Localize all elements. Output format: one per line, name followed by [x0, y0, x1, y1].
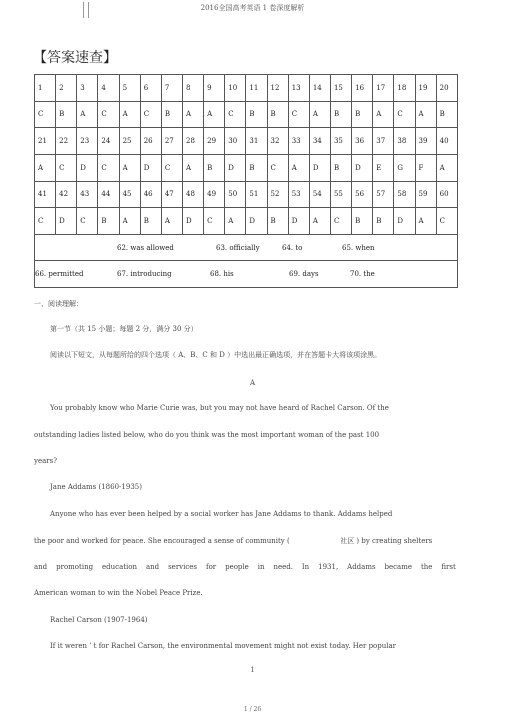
- answer-cell: 18: [394, 75, 415, 102]
- paragraph-word: people: [225, 563, 249, 571]
- answer-cell: 30: [225, 128, 246, 155]
- answer-cell: B: [204, 154, 225, 181]
- answer-cell: 48: [182, 181, 203, 208]
- answer-cell: 23: [77, 128, 98, 155]
- answer-cell: B: [140, 208, 161, 235]
- answer-cell: 40: [436, 128, 457, 155]
- answer-cell: 59: [415, 181, 436, 208]
- answer-cell: 57: [373, 181, 394, 208]
- paragraph-word: 1931,: [318, 563, 339, 571]
- paragraph-line: outstanding ladies listed below, who do you think was the most important woman of the past 100: [34, 431, 380, 439]
- answer-cell: 53: [288, 181, 309, 208]
- answer-cell: D: [246, 208, 267, 235]
- answer-cell: B: [352, 101, 373, 128]
- answer-cell: C: [35, 208, 56, 235]
- fill-answer: 63. officially: [216, 243, 260, 252]
- fill-answer: 65. when: [342, 243, 375, 252]
- page-footer: 1 / 26: [243, 706, 262, 713]
- answer-cell: A: [182, 154, 203, 181]
- answer-cell: 34: [309, 128, 330, 155]
- answer-cell: A: [119, 154, 140, 181]
- answer-cell: 49: [204, 181, 225, 208]
- answer-table-row: [35, 181, 458, 208]
- fill-answer: 62. was allowed: [117, 243, 174, 252]
- answer-cell: 19: [415, 75, 436, 102]
- answer-cell: A: [309, 208, 330, 235]
- paragraph-text: 社区 ) by creating shelters: [340, 537, 433, 545]
- answer-cell: C: [394, 101, 415, 128]
- answer-cell: 58: [394, 181, 415, 208]
- answer-cell: C: [56, 154, 77, 181]
- answer-cell: 15: [330, 75, 351, 102]
- answer-cell: A: [182, 101, 203, 128]
- fill-answer-row: [35, 261, 458, 288]
- answer-cell: E: [373, 154, 394, 181]
- answer-cell: 6: [140, 75, 161, 102]
- paragraph-word: in: [257, 563, 265, 571]
- paragraph-line: If it weren ’ t for Rachel Carson, the environmental movement might not exist today. Her popular: [50, 642, 397, 650]
- paragraph-word: became: [384, 563, 413, 571]
- answer-cell: C: [267, 154, 288, 181]
- answer-cell: C: [98, 101, 119, 128]
- answer-cell: B: [161, 101, 182, 128]
- answer-cell: B: [267, 208, 288, 235]
- answer-cell: 14: [309, 75, 330, 102]
- answer-cell: D: [140, 154, 161, 181]
- answer-cell: 9: [204, 75, 225, 102]
- paragraph-word: promoting: [56, 563, 94, 571]
- answer-cell: C: [35, 101, 56, 128]
- answer-cell: 45: [119, 181, 140, 208]
- paragraph-line: [34, 536, 432, 546]
- answer-cell: 11: [246, 75, 267, 102]
- answer-cell: A: [119, 208, 140, 235]
- answer-cell: 22: [56, 128, 77, 155]
- answer-cell: 38: [394, 128, 415, 155]
- answer-cell: 24: [98, 128, 119, 155]
- answer-cell: B: [373, 208, 394, 235]
- paragraph-line: You probably know who Marie Curie was, but you may not have heard of Rachel Carson. Of the: [50, 404, 389, 412]
- answer-cell: B: [98, 208, 119, 235]
- page-number: 1: [250, 666, 255, 674]
- passage-label: A: [249, 379, 256, 387]
- paragraph-word: first: [441, 563, 456, 571]
- answer-cell: D: [225, 154, 246, 181]
- answer-cell: A: [288, 154, 309, 181]
- answer-cell: B: [330, 101, 351, 128]
- answer-cell: 4: [98, 75, 119, 102]
- answer-cell: D: [288, 208, 309, 235]
- answer-cell: A: [35, 154, 56, 181]
- answer-cell: 32: [267, 128, 288, 155]
- fill-answer: 67. introducing: [117, 270, 172, 279]
- answer-cell: A: [225, 208, 246, 235]
- answer-cell: A: [415, 208, 436, 235]
- answer-cell: C: [204, 208, 225, 235]
- answer-cell: 13: [288, 75, 309, 102]
- answer-cell: A: [436, 154, 457, 181]
- section-note: 第一节（共 15 小题；每题 2 分，满分 30 分）: [50, 325, 198, 333]
- answer-table-row: [35, 154, 458, 181]
- person-heading: Rachel Carson (1907-1964): [50, 616, 148, 624]
- paragraph-line: years?: [34, 457, 57, 465]
- answer-cell: 41: [35, 181, 56, 208]
- answer-cell: C: [288, 101, 309, 128]
- answer-cell: B: [246, 101, 267, 128]
- answer-cell: B: [267, 101, 288, 128]
- answer-cell: 39: [415, 128, 436, 155]
- answer-cell: 46: [140, 181, 161, 208]
- answer-table-row: [35, 75, 458, 102]
- answer-cell: 1: [35, 75, 56, 102]
- paragraph-word: services: [168, 563, 198, 571]
- answer-cell: 35: [330, 128, 351, 155]
- paragraph-word: education: [102, 563, 138, 571]
- answer-cell: C: [330, 208, 351, 235]
- answer-cell: A: [119, 101, 140, 128]
- answer-cell: 2: [56, 75, 77, 102]
- answer-cell: B: [352, 208, 373, 235]
- answer-cell: 25: [119, 128, 140, 155]
- answer-table-row: [35, 208, 458, 235]
- paragraph-word: Addams: [347, 563, 376, 571]
- fill-answer: 64. to: [282, 243, 303, 252]
- person-heading: Jane Addams (1860-1935): [50, 483, 142, 491]
- answer-cell: 16: [352, 75, 373, 102]
- answer-cell: 31: [246, 128, 267, 155]
- answer-cell: 27: [161, 128, 182, 155]
- paragraph-line: Anyone who has ever been helped by a social worker has Jane Addams to thank. Addams helped: [50, 510, 393, 518]
- answer-cell: A: [415, 101, 436, 128]
- answer-cell: 12: [267, 75, 288, 102]
- paragraph-word: and: [145, 563, 160, 571]
- answer-cell: B: [246, 154, 267, 181]
- answer-cell: A: [309, 101, 330, 128]
- answer-cell: B: [330, 154, 351, 181]
- answer-cell: B: [56, 101, 77, 128]
- fill-answer-cell: [35, 234, 458, 261]
- answer-cell: B: [436, 101, 457, 128]
- paragraph-word: In: [301, 563, 310, 571]
- answer-cell: 42: [56, 181, 77, 208]
- document-header: 2016全国高考英语 1 卷深度解析: [200, 4, 305, 12]
- answer-table-row: [35, 128, 458, 155]
- answer-cell: 43: [77, 181, 98, 208]
- fill-answer: 69. days: [289, 270, 319, 279]
- answer-cell: 26: [140, 128, 161, 155]
- paragraph-word: for: [205, 563, 217, 571]
- answer-cell: 37: [373, 128, 394, 155]
- answer-cell: D: [56, 208, 77, 235]
- answer-cell: A: [373, 101, 394, 128]
- answer-cell: 36: [352, 128, 373, 155]
- answer-cell: 29: [204, 128, 225, 155]
- paragraph-word: need.: [273, 563, 293, 571]
- fill-answer-row: [35, 234, 458, 261]
- answer-cell: G: [394, 154, 415, 181]
- paragraph-text: the poor and worked for peace. She encouraged a sense of community (: [34, 537, 290, 545]
- fill-answer: 68. his: [210, 270, 234, 279]
- answer-table: [34, 74, 458, 288]
- answer-cell: 47: [161, 181, 182, 208]
- answer-cell: A: [204, 101, 225, 128]
- answer-cell: 55: [330, 181, 351, 208]
- answer-cell: 56: [352, 181, 373, 208]
- answer-cell: C: [436, 208, 457, 235]
- paragraph-word: and: [34, 563, 48, 571]
- answer-cell: 5: [119, 75, 140, 102]
- answer-cell: 51: [246, 181, 267, 208]
- paragraph-word: the: [420, 563, 433, 571]
- fill-answer: 66. permitted: [35, 270, 84, 279]
- answer-cell: C: [140, 101, 161, 128]
- answer-cell: 33: [288, 128, 309, 155]
- answer-cell: C: [161, 154, 182, 181]
- answer-cell: C: [77, 208, 98, 235]
- answer-cell: D: [309, 154, 330, 181]
- answer-cell: 28: [182, 128, 203, 155]
- answer-cell: D: [352, 154, 373, 181]
- paragraph-line: American woman to win the Nobel Peace Prize.: [34, 589, 203, 597]
- answer-cell: 60: [436, 181, 457, 208]
- answer-cell: D: [182, 208, 203, 235]
- answer-section-title: 【答案速查】: [33, 50, 117, 66]
- fill-answer-cell: [35, 261, 458, 288]
- answer-cell: 10: [225, 75, 246, 102]
- answer-cell: 52: [267, 181, 288, 208]
- answer-cell: 17: [373, 75, 394, 102]
- answer-cell: A: [77, 101, 98, 128]
- answer-cell: 54: [309, 181, 330, 208]
- answer-cell: 8: [182, 75, 203, 102]
- answer-cell: C: [98, 154, 119, 181]
- answer-cell: A: [161, 208, 182, 235]
- answer-cell: 7: [161, 75, 182, 102]
- fill-answer: 70. the: [350, 270, 375, 279]
- answer-cell: 3: [77, 75, 98, 102]
- answer-cell: D: [77, 154, 98, 181]
- answer-table-row: [35, 101, 458, 128]
- answer-cell: 20: [436, 75, 457, 102]
- answer-cell: D: [394, 208, 415, 235]
- part-title: 一、阅读理解：: [34, 300, 83, 308]
- answer-cell: 21: [35, 128, 56, 155]
- answer-cell: C: [225, 101, 246, 128]
- answer-cell: 44: [98, 181, 119, 208]
- answer-cell: F: [415, 154, 436, 181]
- justified-paragraph-line: [34, 563, 456, 571]
- instruction-text: 阅读以下短文，从每题所给的四个选项（ A、B、C 和 D ）中选出最正确选项，并在答题卡大将该项涂黑。: [50, 351, 382, 359]
- answer-cell: 50: [225, 181, 246, 208]
